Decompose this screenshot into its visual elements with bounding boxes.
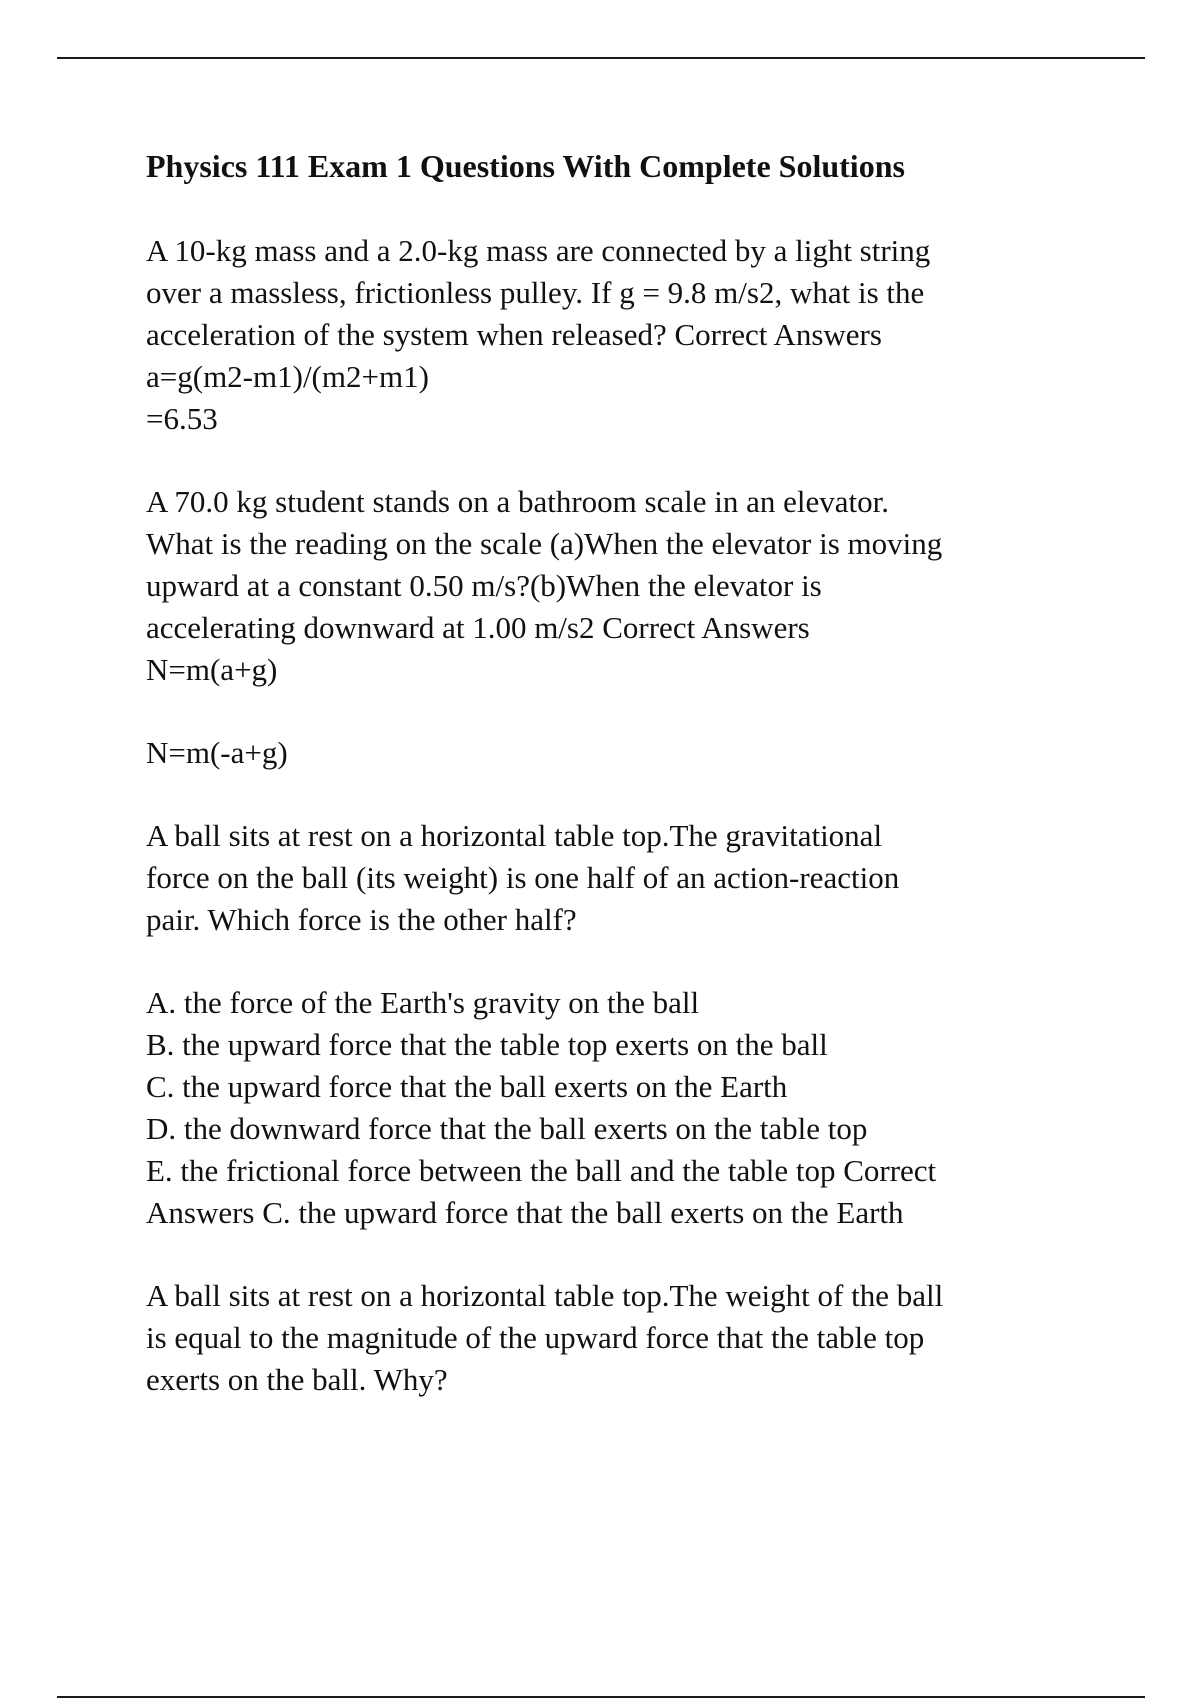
q3-option-b: B. the upward force that the table top exerts on the ball bbox=[146, 1027, 828, 1062]
question-4 bbox=[146, 1275, 1086, 1401]
question-2 bbox=[146, 481, 1086, 774]
q3-option-e: E. the frictional force between the ball and the table top Correct bbox=[146, 1153, 937, 1188]
q1-answer-value: =6.53 bbox=[146, 401, 218, 436]
q3-option-c: C. the upward force that the ball exerts on the Earth bbox=[146, 1069, 788, 1104]
q2-line: What is the reading on the scale (a)When the elevator is moving bbox=[146, 526, 943, 561]
q4-line: exerts on the ball. Why? bbox=[146, 1362, 448, 1397]
q3-answer: Answers C. the upward force that the ball exerts on the Earth bbox=[146, 1195, 904, 1230]
q3-line: A ball sits at rest on a horizontal table top.The gravitational bbox=[146, 818, 883, 853]
q1-line: over a massless, frictionless pulley. If g = 9.8 m/s2, what is the bbox=[146, 275, 925, 310]
q3-option-d: D. the downward force that the ball exerts on the table top bbox=[146, 1111, 868, 1146]
q2-line: A 70.0 kg student stands on a bathroom scale in an elevator. bbox=[146, 484, 889, 519]
question-3-options bbox=[146, 982, 1086, 1234]
q2-spacer bbox=[146, 691, 1086, 732]
bottom-rule bbox=[57, 1696, 1145, 1698]
q3-option-a: A. the force of the Earth's gravity on the ball bbox=[146, 985, 700, 1020]
q2-line: accelerating downward at 1.00 m/s2 Correct Answers bbox=[146, 610, 810, 645]
q3-line: pair. Which force is the other half? bbox=[146, 902, 577, 937]
q1-line: acceleration of the system when released? Correct Answers bbox=[146, 317, 882, 352]
q1-line: A 10-kg mass and a 2.0-kg mass are connected by a light string bbox=[146, 233, 931, 268]
document-body bbox=[146, 142, 1086, 1442]
document-title: Physics 111 Exam 1 Questions With Complete Solutions bbox=[146, 148, 905, 184]
question-3 bbox=[146, 815, 1086, 941]
q2-answer-a: N=m(a+g) bbox=[146, 652, 278, 687]
q1-answer-formula: a=g(m2-m1)/(m2+m1) bbox=[146, 359, 429, 394]
question-1 bbox=[146, 230, 1086, 440]
q3-line: force on the ball (its weight) is one half of an action-reaction bbox=[146, 860, 900, 895]
q2-answer-b: N=m(-a+g) bbox=[146, 735, 288, 770]
top-rule bbox=[57, 57, 1145, 59]
q4-line: is equal to the magnitude of the upward force that the table top bbox=[146, 1320, 925, 1355]
q4-line: A ball sits at rest on a horizontal table top.The weight of the ball bbox=[146, 1278, 944, 1313]
q2-line: upward at a constant 0.50 m/s?(b)When the elevator is bbox=[146, 568, 822, 603]
